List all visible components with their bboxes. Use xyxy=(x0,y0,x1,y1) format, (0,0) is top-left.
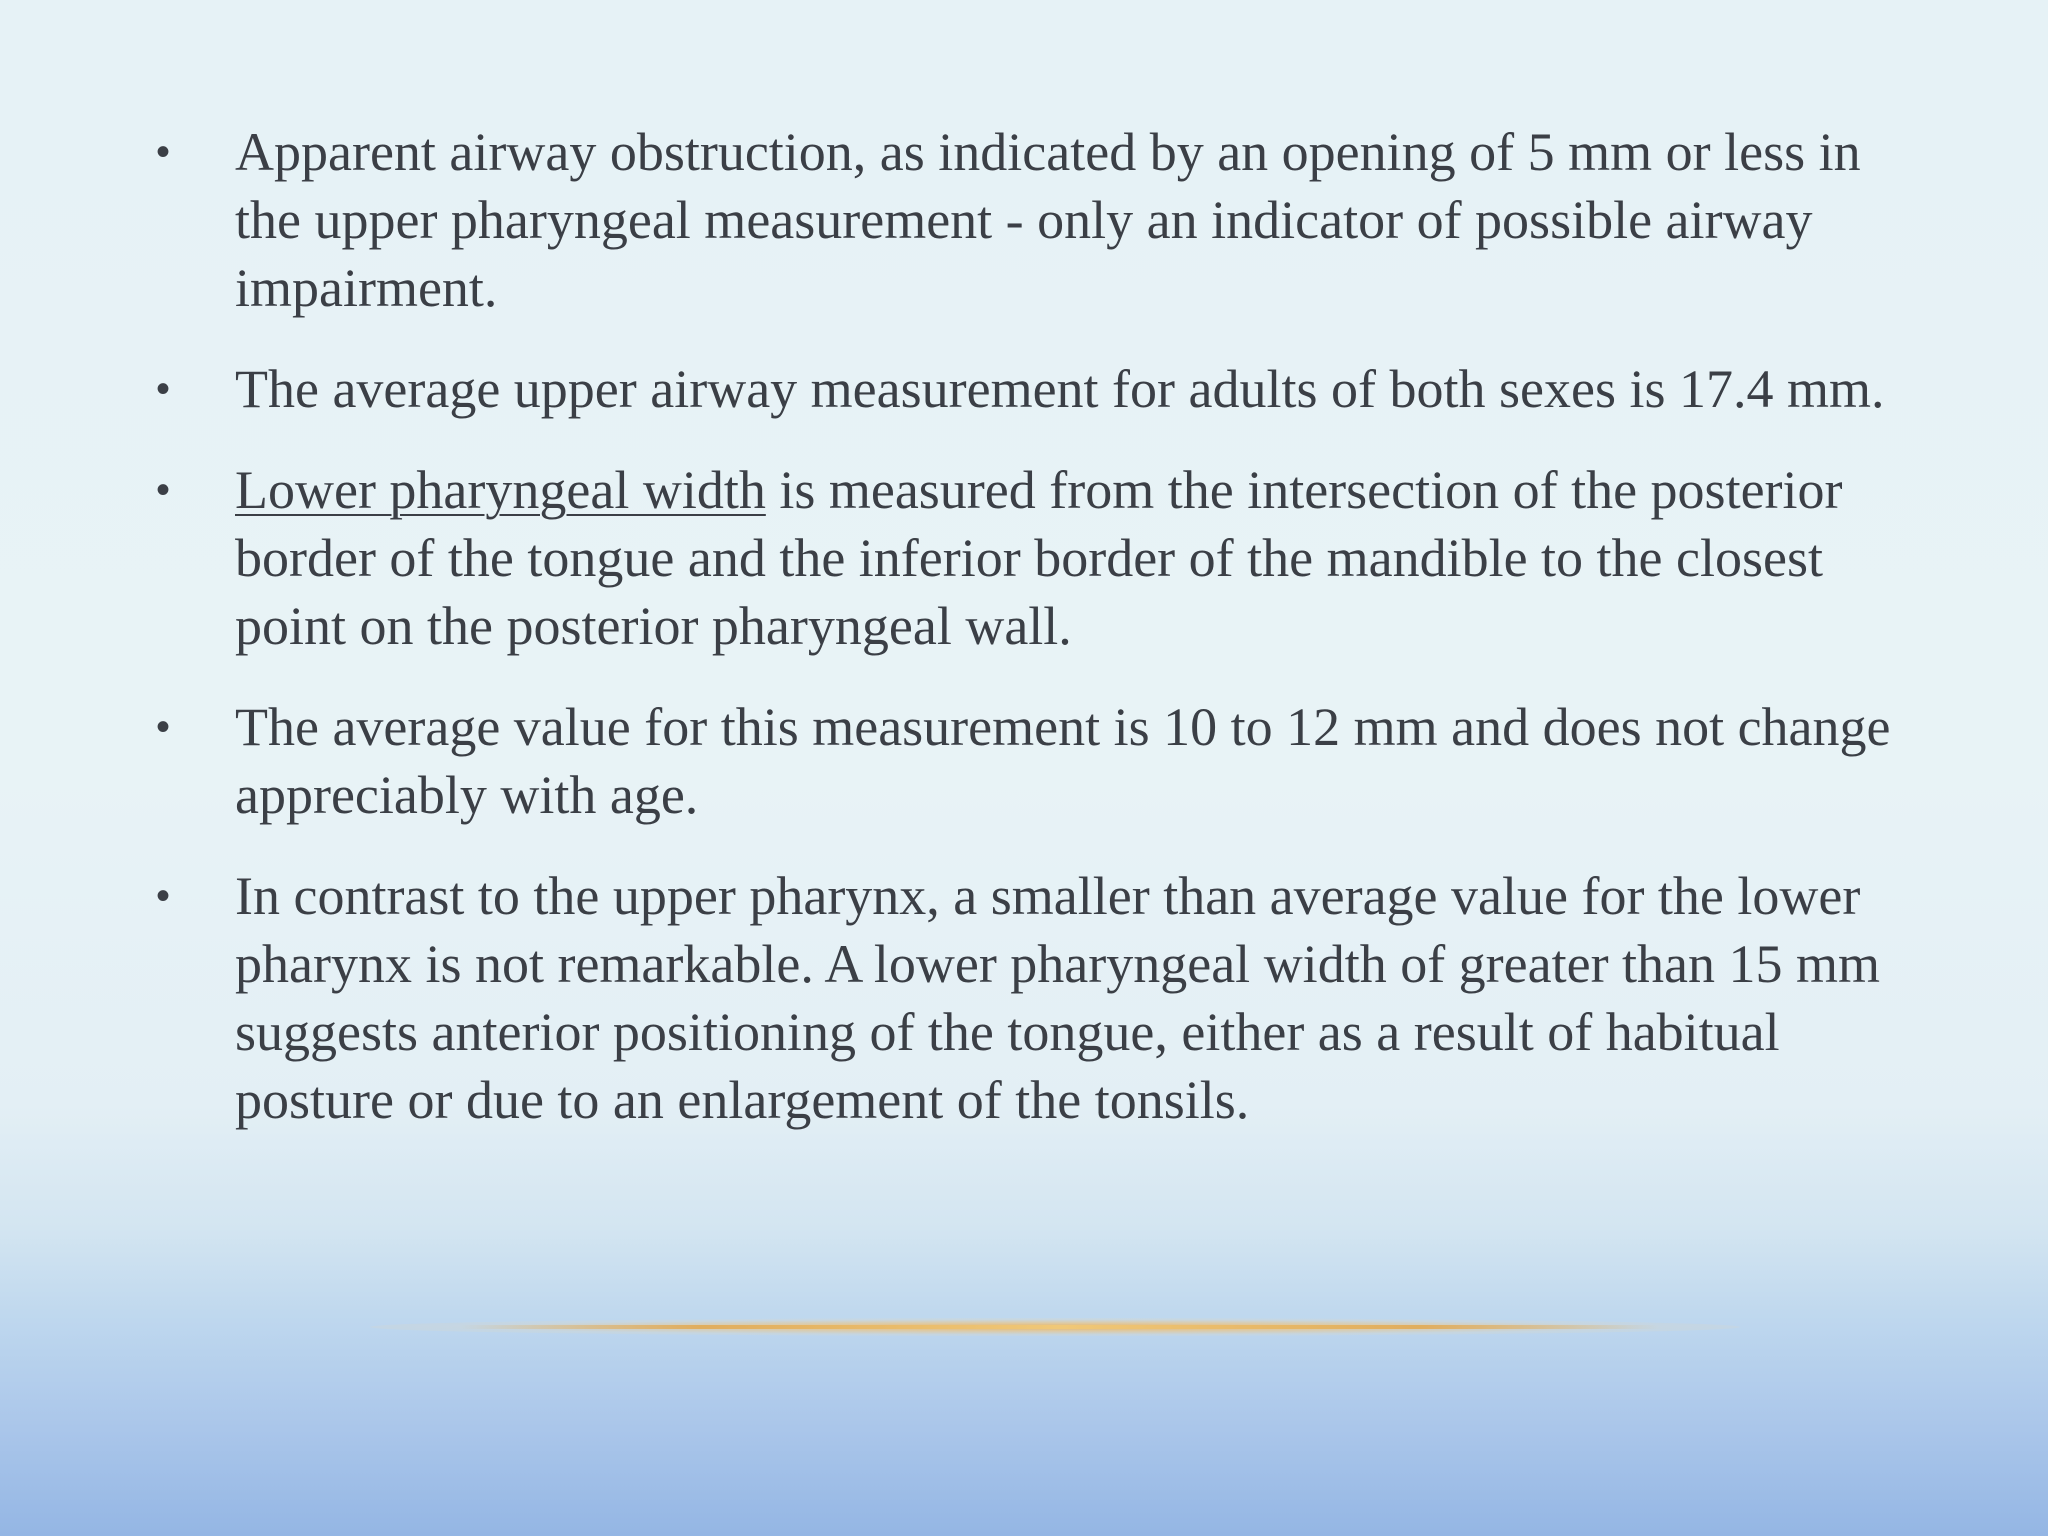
underlined-term: Lower pharyngeal width xyxy=(235,460,766,520)
bullet-list xyxy=(150,118,1910,1167)
bullet-marker: • xyxy=(156,705,171,749)
bullet-marker: • xyxy=(156,874,171,918)
bullet-marker: • xyxy=(156,130,171,174)
bullet-item-4 xyxy=(150,693,1910,829)
bullet-item-5 xyxy=(150,862,1910,1134)
decorative-accent-line xyxy=(460,1325,1660,1329)
bullet-text: The average upper airway measurement for adults of both sexes is 17.4 mm. xyxy=(235,359,1885,419)
bullet-item-3 xyxy=(150,456,1910,660)
bullet-marker: • xyxy=(156,367,171,411)
bullet-text: is measured from the intersection of the posterior border of the tongue and the inferior border of the mandible to the closest point on the posterior pharyngeal wall. xyxy=(235,460,1843,656)
bullet-item-1 xyxy=(150,118,1910,322)
bullet-item-2 xyxy=(150,355,1910,423)
bullet-marker: • xyxy=(156,468,171,512)
bullet-text: The average value for this measurement is 10 to 12 mm and does not change appreciably with age. xyxy=(235,697,1891,825)
bullet-text: Apparent airway obstruction, as indicated by an opening of 5 mm or less in the upper pharyngeal measurement - only an indicator of possible airway impairment. xyxy=(235,122,1861,318)
bullet-text: In contrast to the upper pharynx, a smaller than average value for the lower pharynx is not remarkable. A lower pharyngeal width of greater than 15 mm suggests anterior positioning of the tongue, either as a result of habitual posture or due to an enlargement of the tonsils. xyxy=(235,866,1881,1130)
